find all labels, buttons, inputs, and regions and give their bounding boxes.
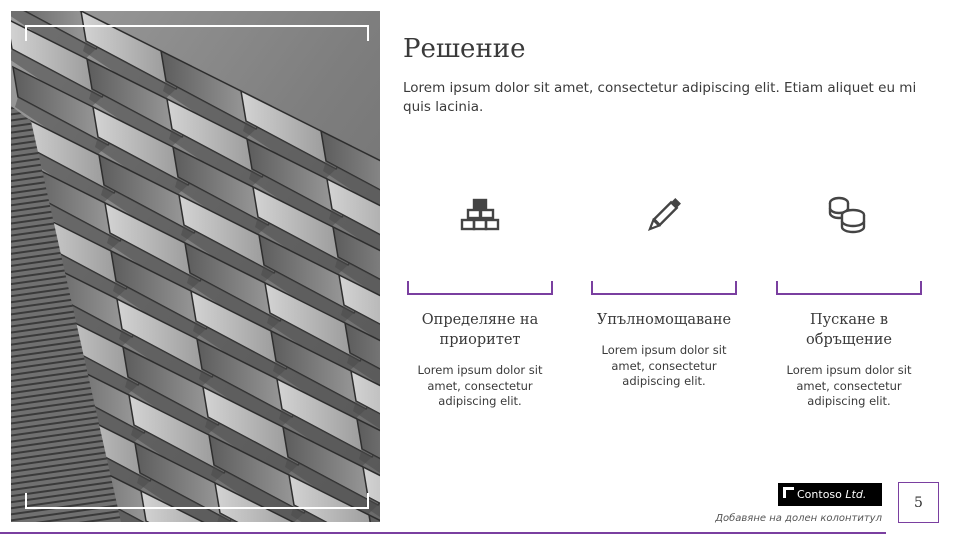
pencil-icon [591, 195, 737, 235]
bracket-divider [591, 281, 737, 295]
frame-bottom [25, 493, 369, 509]
architecture-photo [11, 11, 380, 522]
feature-description: Lorem ipsum dolor sit amet, consectetur adipiscing elit. [601, 343, 727, 388]
feature-description: Lorem ipsum dolor sit amet, consectetur adipiscing elit. [786, 363, 912, 408]
feature-column-1 [407, 195, 553, 410]
page-number: 5 [898, 482, 939, 523]
logo-suffix: Ltd. [845, 488, 867, 501]
feature-column-2 [591, 195, 737, 390]
footer-text: Добавяне на долен колонтитул [715, 513, 882, 524]
feature-title: Упълномощаване [596, 312, 732, 328]
feature-title: Пускане в обръщение [806, 312, 892, 348]
slide-title: Решение [403, 34, 526, 64]
bracket-divider [407, 281, 553, 295]
feature-title: Определяне на приоритет [421, 312, 539, 348]
gold-bars-icon [407, 195, 553, 235]
feature-description: Lorem ipsum dolor sit amet, consectetur adipiscing elit. [417, 363, 543, 408]
footer-divider [0, 532, 886, 534]
feature-column-3 [776, 195, 922, 410]
bracket-divider [776, 281, 922, 295]
logo-text: Contoso [797, 488, 842, 501]
company-logo [778, 483, 882, 506]
coins-icon [776, 195, 922, 235]
frame-top-left [25, 25, 369, 41]
slide-subtitle: Lorem ipsum dolor sit amet, consectetur adipiscing elit. Etiam aliquet eu mi quis lacinia. [403, 80, 917, 115]
logo-mark-icon [783, 487, 794, 498]
